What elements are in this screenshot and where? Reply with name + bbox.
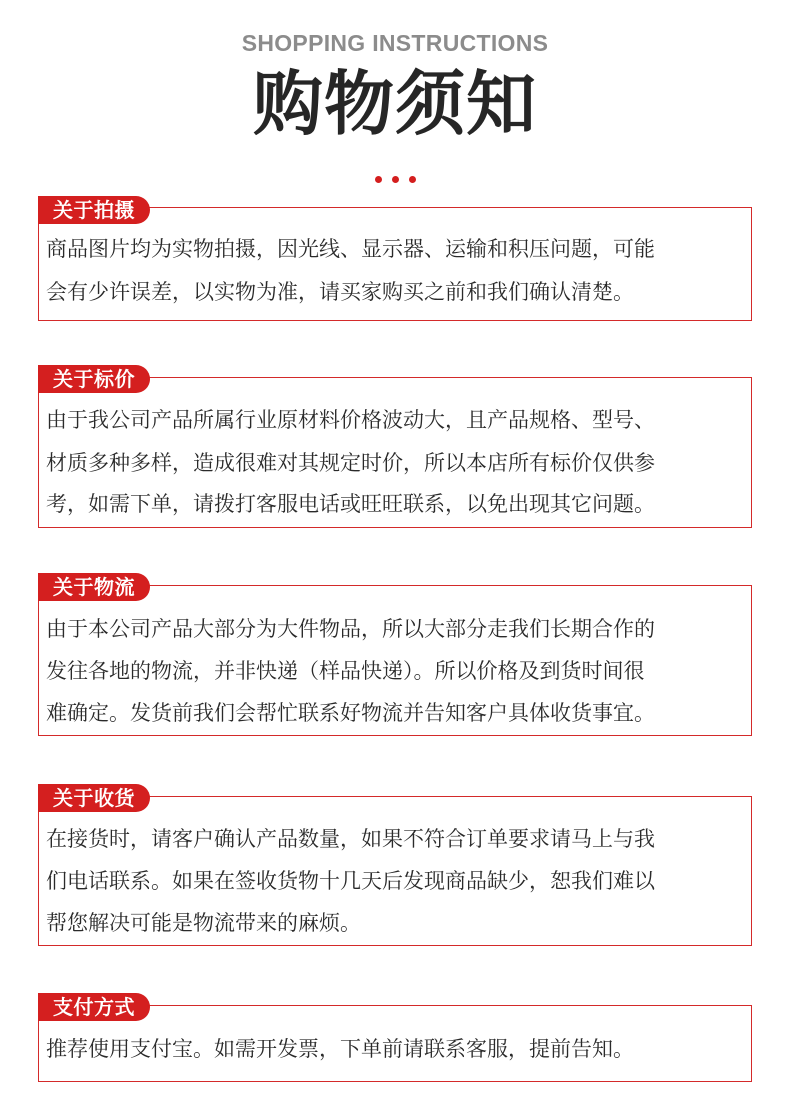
- section-tag: 关于物流: [38, 573, 150, 601]
- dot-icon: [375, 176, 382, 183]
- section-logistics: [38, 573, 752, 738]
- body-line: 由于我公司产品所属行业原材料价格波动大，且产品规格、型号、: [46, 408, 655, 432]
- section-tag: 支付方式: [38, 993, 150, 1021]
- body-line: 由于本公司产品大部分为大件物品，所以大部分走我们长期合作的: [46, 617, 655, 641]
- page-subtitle: SHOPPING INSTRUCTIONS: [241, 30, 549, 56]
- body-line: 帮您解决可能是物流带来的麻烦。: [46, 911, 361, 935]
- section-payment: [38, 993, 752, 1085]
- section-tag: 关于标价: [38, 365, 150, 393]
- section-receiving: [38, 784, 752, 949]
- body-line: 难确定。发货前我们会帮忙联系好物流并告知客户具体收货事宜。: [46, 701, 655, 725]
- dot-icon: [409, 176, 416, 183]
- section-tag: 关于拍摄: [38, 196, 150, 224]
- section-tag: 关于收货: [38, 784, 150, 812]
- body-line: 发往各地的物流，并非快递（样品快递）。所以价格及到货时间很: [46, 659, 645, 683]
- page-title: 购物须知: [253, 63, 537, 145]
- section-pricing: [38, 365, 752, 530]
- body-line: 考，如需下单，请拨打客服电话或旺旺联系，以免出现其它问题。: [46, 492, 655, 516]
- body-line: 会有少许误差，以实物为准，请买家购买之前和我们确认清楚。: [46, 280, 634, 304]
- dot-icon: [392, 176, 399, 183]
- decorative-dots: [0, 176, 790, 183]
- body-line: 商品图片均为实物拍摄，因光线、显示器、运输和积压问题，可能: [46, 237, 655, 261]
- body-line: 在接货时，请客户确认产品数量，如果不符合订单要求请马上与我: [46, 827, 655, 851]
- body-line: 材质多种多样，造成很难对其规定时价，所以本店所有标价仅供参: [46, 451, 655, 475]
- section-photography: [38, 196, 752, 322]
- body-line: 推荐使用支付宝。如需开发票，下单前请联系客服，提前告知。: [46, 1037, 634, 1061]
- body-line: 们电话联系。如果在签收货物十几天后发现商品缺少，恕我们难以: [46, 869, 655, 893]
